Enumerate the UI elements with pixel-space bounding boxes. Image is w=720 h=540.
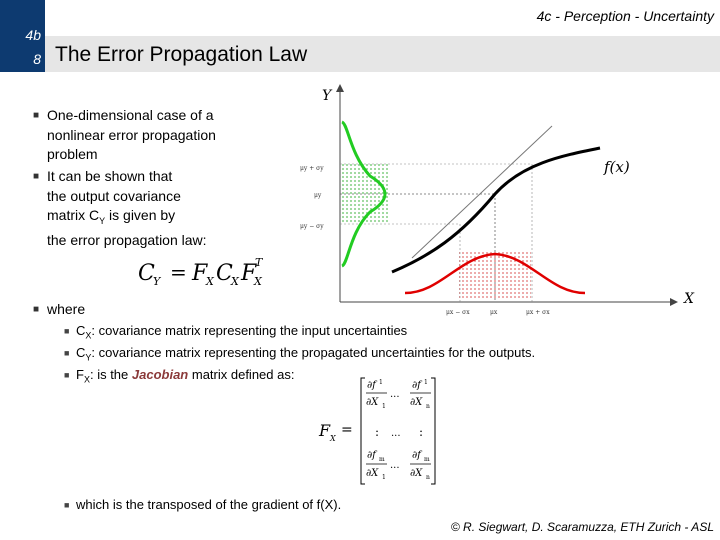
- slide-title: The Error Propagation Law: [55, 43, 308, 66]
- sub-bullet-fx: ■ $F_X$: is the Jacobian matrix defined as:: [64, 367, 295, 385]
- x-tick-label: μx − σx: [446, 309, 470, 316]
- bullet-line: where: [47, 301, 86, 317]
- svg-text:F: F: [241, 261, 257, 286]
- svg-text:∂X: ∂X: [410, 397, 423, 408]
- bullet-marker: ■: [64, 348, 70, 358]
- bullet-marker: ■: [64, 326, 70, 336]
- svg-text:X: X: [231, 275, 239, 288]
- svg-text:...: ...: [391, 428, 401, 439]
- x-tick-label: μx + σx: [526, 309, 550, 316]
- bullet-marker: ■: [64, 370, 70, 380]
- bullet-line: nonlinear error propagation: [47, 126, 216, 143]
- svg-text:Y: Y: [153, 275, 161, 288]
- bullet-output-covariance: [33, 167, 207, 251]
- svg-text:C: C: [138, 261, 155, 286]
- tangent-line: [412, 126, 552, 258]
- svg-text:=: =: [341, 422, 353, 438]
- bullet-marker: ■: [33, 304, 40, 315]
- svg-text:∂X: ∂X: [366, 468, 379, 479]
- x-axis-label: X: [684, 291, 694, 307]
- svg-text:...: ...: [390, 389, 400, 400]
- bullet-marker: ■: [64, 500, 70, 510]
- svg-text:∂f: ∂f: [412, 450, 421, 461]
- y-tick-label: μy: [314, 192, 322, 199]
- sub-bullet-transpose: ■ which is the transposed of the gradient of f(X).: [64, 497, 342, 512]
- jacobian-term: Jacobian: [131, 367, 189, 382]
- sub-bullet-cy: ■ $C_Y$: covariance matrix representing the propagated uncertainties for the outputs.: [64, 345, 536, 363]
- error-propagation-figure: [290, 80, 710, 325]
- svg-text:∂f: ∂f: [367, 380, 376, 391]
- bullet-line: It can be shown that: [47, 168, 173, 184]
- svg-text::: :: [419, 425, 424, 439]
- svg-text:F: F: [319, 421, 331, 440]
- svg-text:X: X: [330, 434, 336, 443]
- bullet-line: the output covariance: [47, 187, 181, 204]
- svg-text:n: n: [426, 474, 430, 481]
- svg-text:m: m: [424, 456, 430, 463]
- bullet-line: matrix $C_Y$ is given by: [47, 207, 176, 226]
- footer-credit: © R. Siegwart, D. Scaramuzza, ETH Zurich - ASL: [450, 520, 714, 534]
- sub-bullet-cx: ■ $C_X$: covariance matrix representing the input uncertainties: [64, 323, 408, 341]
- svg-text:1: 1: [424, 379, 428, 386]
- svg-text:∂X: ∂X: [366, 397, 379, 408]
- svg-text:∂f: ∂f: [367, 450, 376, 461]
- y-tick-label: μy − σy: [300, 223, 324, 230]
- jacobian-matrix: [315, 372, 445, 490]
- svg-text:1: 1: [382, 403, 386, 410]
- svg-text:T: T: [255, 256, 263, 269]
- svg-text:m: m: [379, 456, 385, 463]
- svg-text:1: 1: [382, 474, 386, 481]
- svg-text:n: n: [426, 403, 430, 410]
- chapter-header: 4c - Perception - Uncertainty: [536, 8, 714, 24]
- bullet-line: One-dimensional case of a: [47, 107, 214, 123]
- slide-number: 8: [33, 51, 41, 67]
- covariance-equation: [130, 252, 280, 292]
- y-axis-label: Y: [322, 88, 332, 104]
- svg-text:C: C: [216, 261, 233, 286]
- bullet-line: problem: [47, 146, 98, 162]
- bullet-where: [33, 300, 86, 320]
- function-label: f(x): [604, 158, 630, 176]
- svg-text:=: =: [170, 260, 187, 284]
- svg-text:X: X: [254, 275, 262, 288]
- svg-text:X: X: [206, 275, 214, 288]
- bullet-marker: ■: [33, 110, 40, 121]
- y-tick-label: μy + σy: [300, 165, 324, 172]
- svg-text:∂f: ∂f: [412, 380, 421, 391]
- bullet-marker: ■: [33, 171, 40, 182]
- x-tick-label: μx: [490, 309, 498, 316]
- svg-text:F: F: [192, 261, 208, 286]
- sidebar-block: [0, 0, 45, 72]
- svg-text:...: ...: [390, 460, 400, 471]
- svg-text::: :: [375, 425, 380, 439]
- svg-text:∂X: ∂X: [410, 468, 423, 479]
- svg-text:1: 1: [379, 379, 383, 386]
- bullet-one-dimensional: [33, 106, 216, 165]
- bullet-line: the error propagation law:: [47, 232, 207, 249]
- section-number: 4b: [25, 27, 41, 43]
